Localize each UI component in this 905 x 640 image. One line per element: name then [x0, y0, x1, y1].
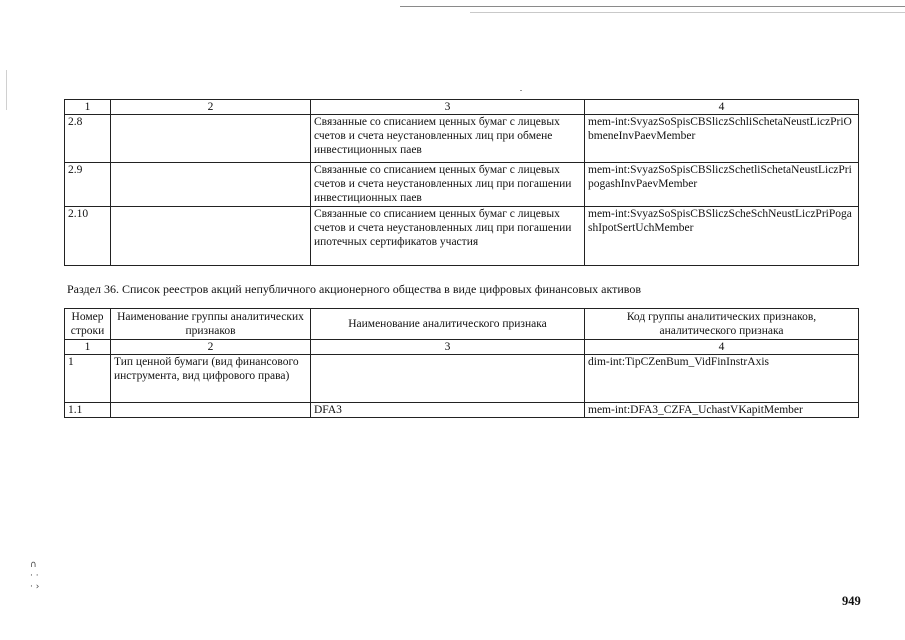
feature-name-cell: DFA3: [311, 403, 585, 418]
header-feature-name: Наименование аналитического признака: [311, 309, 585, 340]
header-row-number: Номер строки: [65, 309, 111, 340]
scan-artifact-line: [470, 12, 905, 13]
column-number: 1: [65, 100, 111, 115]
registers-table: [64, 308, 859, 418]
column-number-row: [65, 100, 859, 115]
group-name-cell: [111, 207, 311, 266]
table-row: [65, 355, 859, 403]
code-cell: dim-int:TipCZenBum_VidFinInstrAxis: [585, 355, 859, 403]
header-row: [65, 309, 859, 340]
group-name-cell: [111, 403, 311, 418]
code-cell: mem-int:SvyazSoSpisCBSliczScheSchNeustLiczPriPogashIpotSertUchMember: [585, 207, 859, 266]
table-row: [65, 403, 859, 418]
column-number: 3: [311, 340, 585, 355]
column-number-row: [65, 340, 859, 355]
table-row: [65, 115, 859, 163]
page-number: 949: [842, 594, 861, 608]
scan-artifact-line: [400, 6, 905, 7]
members-table: [64, 99, 859, 266]
section-title: Раздел 36. Список реестров акций непубличного акционерного общества в виде цифровых финансовых активов: [67, 282, 642, 296]
scan-artifact-dot: [520, 90, 522, 91]
scan-artifact-line: [6, 70, 7, 110]
code-cell: mem-int:DFA3_CZFA_UchastVKapitMember: [585, 403, 859, 418]
feature-name-cell: Связанные со списанием ценных бумаг с лицевых счетов и счета неустановленных лиц при погашении ипотечных сертификатов участия: [311, 207, 585, 266]
column-number: 2: [111, 340, 311, 355]
row-number: 2.9: [65, 163, 111, 207]
scan-margin-marks: ∩ · · · ›: [30, 560, 40, 592]
feature-name-cell: Связанные со списанием ценных бумаг с лицевых счетов и счета неустановленных лиц при обмене инвестиционных паев: [311, 115, 585, 163]
feature-name-cell: [311, 355, 585, 403]
header-code: Код группы аналитических признаков, аналитического признака: [585, 309, 859, 340]
column-number: 2: [111, 100, 311, 115]
column-number: 1: [65, 340, 111, 355]
group-name-cell: [111, 163, 311, 207]
row-number: 2.10: [65, 207, 111, 266]
header-group-name: Наименование группы аналитических признаков: [111, 309, 311, 340]
group-name-cell: Тип ценной бумаги (вид финансового инструмента, вид цифрового права): [111, 355, 311, 403]
table-row: [65, 207, 859, 266]
column-number: 3: [311, 100, 585, 115]
row-number: 2.8: [65, 115, 111, 163]
column-number: 4: [585, 340, 859, 355]
group-name-cell: [111, 115, 311, 163]
code-cell: mem-int:SvyazSoSpisCBSliczSchliSchetaNeustLiczPriObmeneInvPaevMember: [585, 115, 859, 163]
column-number: 4: [585, 100, 859, 115]
row-number: 1.1: [65, 403, 111, 418]
code-cell: mem-int:SvyazSoSpisCBSliczSchetliSchetaNeustLiczPripogashInvPaevMember: [585, 163, 859, 207]
table-row: [65, 163, 859, 207]
row-number: 1: [65, 355, 111, 403]
feature-name-cell: Связанные со списанием ценных бумаг с лицевых счетов и счета неустановленных лиц при погашении инвестиционных паев: [311, 163, 585, 207]
